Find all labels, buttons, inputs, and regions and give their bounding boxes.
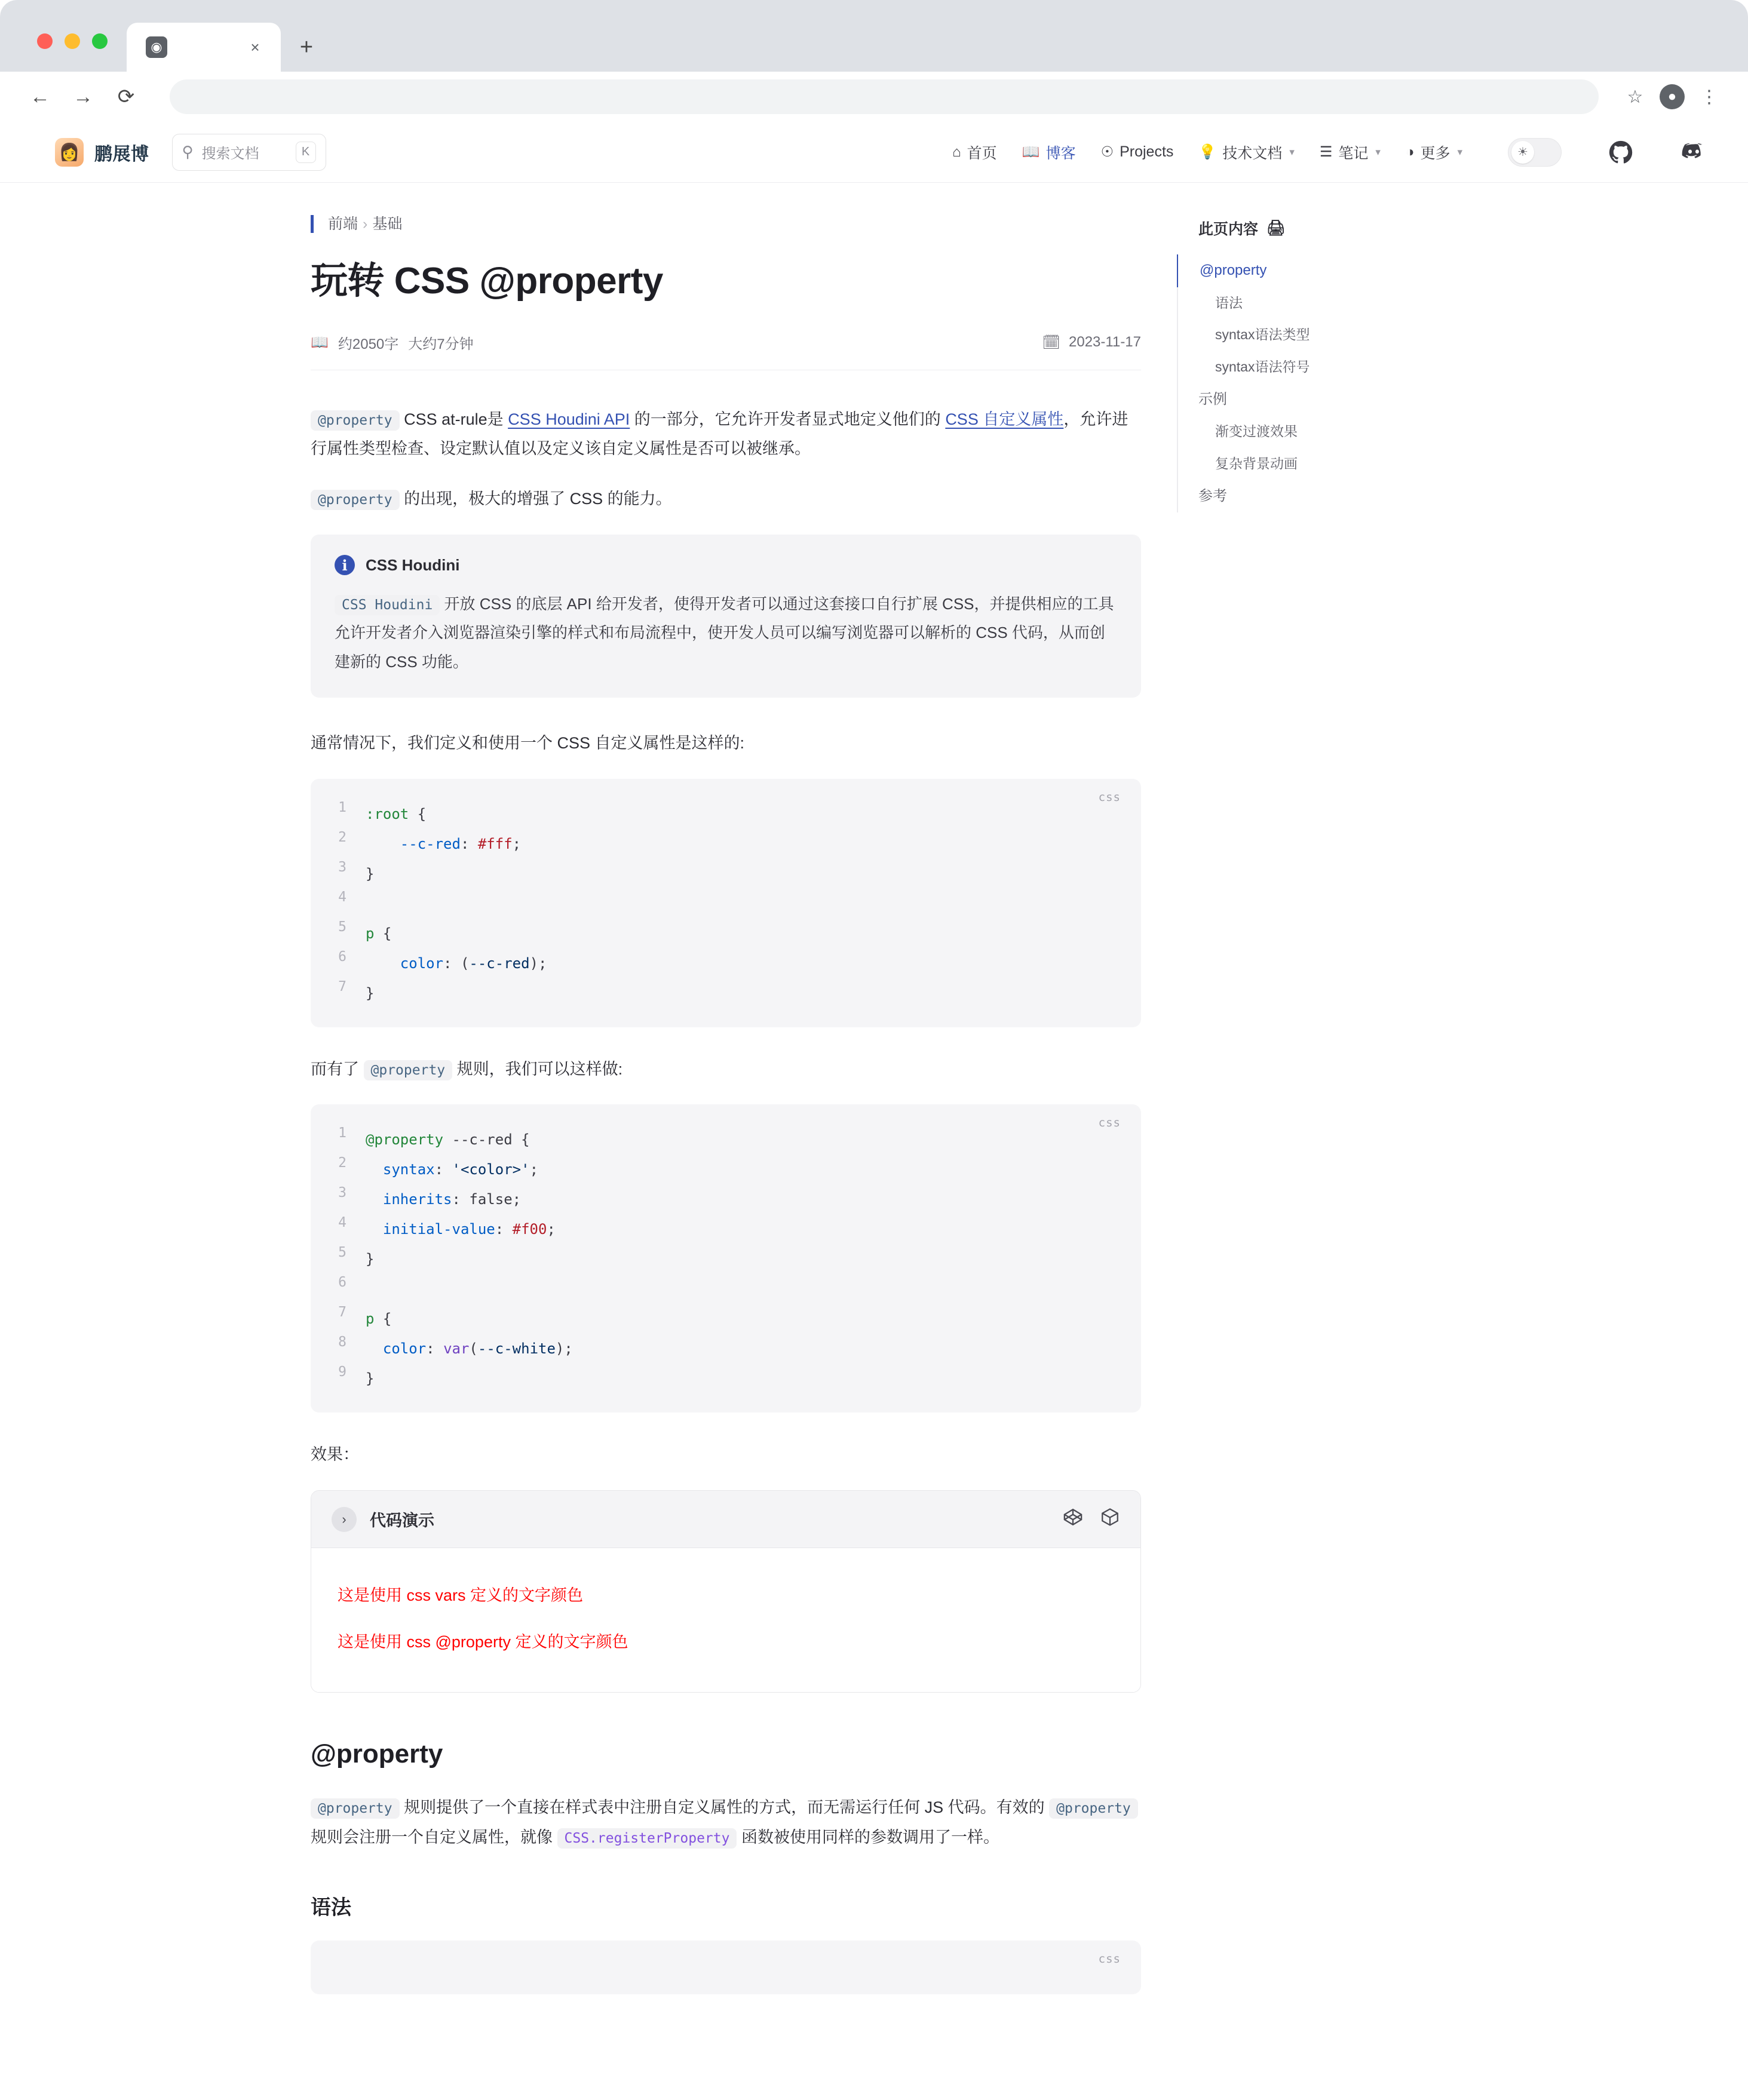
code-block-3-partial: [311, 1941, 1141, 1994]
code-line: [362, 889, 1141, 919]
toc-list: [1177, 254, 1482, 512]
paragraph-2: [311, 484, 1141, 514]
link-css-custom-property[interactable]: CSS 自定义属性: [945, 410, 1064, 428]
tip-body-text: 开放 CSS 的底层 API 给开发者，使得开发者可以通过这套接口自行扩展 CSS，并提供相应的工具允许开发者介入浏览器渲染引擎的样式和布局流程中，使开发人员可以编写浏览器可以解析的 CSS 代码，从而创建新的 CSS 功能。: [335, 595, 1114, 671]
bulb-icon: 💡: [1198, 144, 1217, 160]
code-line: --c-red: #fff;: [400, 835, 522, 852]
paragraph-4-text-2: 规则，我们可以这样做:: [452, 1060, 623, 1078]
calendar-icon: 🗓: [1042, 334, 1061, 351]
codesandbox-icon[interactable]: [1100, 1507, 1120, 1532]
line-number: 8: [338, 1334, 346, 1350]
minimize-window-button[interactable]: [65, 33, 80, 49]
nav-label-home: 首页: [967, 145, 997, 162]
demo-line-property: 这是使用 css @property 定义的文字颜色: [338, 1632, 628, 1651]
brand-avatar-icon: 👩: [55, 138, 84, 167]
line-number: 2: [338, 829, 346, 845]
sun-icon: ☀: [1511, 141, 1534, 164]
book-icon: 📖: [1022, 144, 1040, 160]
code-lang-label: css: [1098, 1116, 1121, 1130]
property-text-2: 规则会注册一个自定义属性，就像: [311, 1828, 557, 1846]
nav-item-projects[interactable]: [1101, 143, 1174, 161]
profile-avatar[interactable]: [1656, 81, 1688, 113]
line-number: 5: [338, 919, 346, 935]
read-time: 大约7分钟: [408, 336, 474, 352]
inline-code-property: @property: [311, 410, 400, 431]
codepen-icon[interactable]: [1063, 1507, 1083, 1532]
wordcount-icon: 📖: [311, 334, 329, 351]
code-line: }: [366, 1370, 375, 1387]
toc-item-complex-background[interactable]: 复杂背景动画: [1215, 455, 1298, 471]
article: [311, 215, 1141, 1994]
toc-item-reference[interactable]: 参考: [1198, 487, 1227, 504]
inline-code-houdini: CSS Houdini: [335, 595, 440, 615]
paragraph-4: [311, 1055, 1141, 1085]
demo-line-vars: 这是使用 css vars 定义的文字颜色: [338, 1586, 584, 1605]
inline-code-register-property: CSS.registerProperty: [557, 1828, 737, 1849]
browser-tab-strip: [0, 0, 1748, 72]
search-input[interactable]: [172, 134, 326, 171]
paragraph-3: 通常情况下，我们定义和使用一个 CSS 自定义属性是这样的:: [311, 733, 745, 752]
nav-item-blog[interactable]: [1022, 142, 1076, 163]
line-number: 9: [338, 1364, 346, 1380]
inline-code-property: @property: [311, 1798, 400, 1819]
article-meta: [311, 332, 1141, 370]
maximize-window-button[interactable]: [92, 33, 108, 49]
address-bar[interactable]: [170, 79, 1599, 114]
github-icon[interactable]: [1607, 139, 1634, 166]
property-text-3: 函数被使用同样的参数调用了一样。: [737, 1828, 999, 1846]
page-title: 玩转 CSS @property: [311, 260, 663, 302]
window-controls[interactable]: [37, 33, 108, 49]
discord-icon[interactable]: [1680, 139, 1707, 166]
paragraph-4-text-1: 而有了: [311, 1060, 364, 1078]
chevron-down-icon: ▾: [1457, 146, 1462, 158]
code-line: @property --c-red {: [366, 1131, 530, 1149]
inline-code-property: @property: [364, 1060, 453, 1080]
chevron-down-icon: ▾: [1289, 146, 1295, 158]
toc-item-gradient-transition[interactable]: 渐变过渡效果: [1215, 423, 1298, 440]
intro-text-2: 的一部分，它允许开发者显式地定义他们的: [630, 410, 946, 428]
nav-item-notes[interactable]: [1320, 142, 1381, 163]
main-content: [0, 215, 1147, 2022]
breadcrumb-child[interactable]: 基础: [372, 216, 403, 232]
projects-icon: ☉: [1100, 144, 1114, 160]
code-line: inherits: false;: [382, 1191, 522, 1208]
section-heading-property: @property: [311, 1739, 443, 1769]
code-line: }: [366, 865, 375, 882]
browser-toolbar: [0, 72, 1748, 122]
line-number: 1: [338, 1125, 346, 1141]
back-icon[interactable]: ←: [30, 85, 50, 108]
breadcrumb: [311, 215, 1141, 233]
inline-code-property: @property: [1049, 1798, 1138, 1819]
toc-title-row: [1177, 217, 1482, 239]
more-icon: ◑: [1405, 143, 1415, 160]
browser-menu-icon[interactable]: ⋮: [1700, 87, 1718, 107]
page-body: [0, 183, 1748, 2022]
main-nav: [952, 138, 1719, 167]
nav-label-blog: 博客: [1045, 145, 1076, 162]
code-block-1: [311, 779, 1141, 1027]
print-icon[interactable]: 🖨: [1266, 219, 1286, 237]
tab-favicon-icon: ◉: [146, 36, 167, 58]
code-demo-panel: [311, 1490, 1141, 1693]
search-icon: ⚲: [182, 143, 194, 161]
code-line: }: [366, 984, 375, 1002]
brand-name: 鹏展博: [94, 144, 149, 164]
nav-label-projects: Projects: [1120, 143, 1174, 160]
code-lang-label: css: [1098, 1952, 1121, 1966]
new-tab-button[interactable]: +: [299, 35, 314, 60]
forward-icon[interactable]: →: [73, 85, 93, 108]
search-placeholder: 搜索文档: [201, 146, 259, 162]
paragraph-2-text: 的出现，极大的增强了 CSS 的能力。: [399, 490, 672, 508]
theme-toggle[interactable]: [1508, 138, 1562, 167]
code-lang-label: css: [1098, 790, 1121, 804]
avatar: ●: [1660, 84, 1685, 109]
reload-icon[interactable]: ⟳: [117, 85, 135, 108]
brand-logo[interactable]: [55, 138, 149, 167]
search-shortcut-key: K: [296, 142, 316, 163]
toc-item-syntax-symbols[interactable]: syntax语法符号: [1215, 358, 1310, 374]
nav-label-techdocs: 技术文档: [1222, 145, 1283, 162]
close-tab-icon[interactable]: ×: [250, 38, 260, 56]
inline-code-property: @property: [311, 490, 400, 510]
code-line: color: var(--c-white);: [382, 1340, 573, 1358]
close-window-button[interactable]: [37, 33, 53, 49]
page-bottom-spacer: [0, 2022, 1748, 2046]
code-line: p {: [366, 925, 392, 942]
code-line: color: (--c-red);: [400, 954, 547, 972]
line-number: 7: [338, 978, 346, 994]
code-block-2: [311, 1104, 1141, 1413]
intro-text-3: ，允许进行属性类型检查、设定默认值以及定义该自定义属性是否可以被继承。: [311, 410, 1128, 458]
site-header: [0, 122, 1748, 183]
line-number: 6: [338, 948, 346, 965]
code-line: [362, 1274, 1141, 1304]
nav-item-techdocs[interactable]: [1198, 142, 1294, 163]
tip-callout: [311, 535, 1141, 697]
line-number: 6: [338, 1275, 346, 1291]
nav-item-home[interactable]: [952, 142, 997, 163]
line-number: 3: [338, 1185, 346, 1201]
paragraph-intro: [311, 405, 1141, 465]
line-number: 2: [338, 1155, 346, 1171]
demo-title: 代码演示: [370, 1512, 434, 1530]
nav-item-more[interactable]: [1406, 142, 1462, 163]
toc-item-syntax-types[interactable]: syntax语法类型: [1215, 327, 1310, 343]
toc-title: 此页内容: [1198, 221, 1259, 238]
code-line: syntax: '<color>';: [382, 1161, 539, 1178]
link-css-houdini-api[interactable]: CSS Houdini API: [508, 410, 630, 428]
word-count: 约2050字: [338, 336, 399, 352]
line-number: 4: [338, 889, 346, 905]
toc-item-property[interactable]: @property: [1177, 254, 1482, 287]
info-icon: i: [335, 555, 355, 575]
paragraph-5: 效果：: [311, 1445, 359, 1464]
code-line: initial-value: #f00;: [382, 1221, 556, 1238]
tip-body: [335, 590, 1117, 676]
demo-body: [311, 1548, 1140, 1692]
home-icon: ⌂: [952, 143, 961, 160]
bookmark-star-icon[interactable]: ☆: [1627, 87, 1643, 107]
property-text-1: 规则提供了一个直接在样式表中注册自定义属性的方式，而无需运行任何 JS 代码。有效的: [399, 1798, 1050, 1816]
nav-label-more: 更多: [1420, 145, 1450, 162]
code-line: :root {: [366, 805, 427, 822]
browser-tab[interactable]: [127, 23, 281, 72]
toc-item-syntax[interactable]: 语法: [1215, 294, 1243, 311]
breadcrumb-parent[interactable]: 前端: [328, 216, 358, 232]
breadcrumb-separator: ›: [363, 216, 368, 232]
code-line: p {: [366, 1310, 392, 1328]
list-icon: ☰: [1319, 144, 1333, 160]
line-number: 1: [338, 799, 346, 815]
line-number: 4: [338, 1215, 346, 1231]
paragraph-property: [311, 1793, 1141, 1853]
chevron-right-icon[interactable]: ›: [332, 1507, 357, 1532]
section-heading-syntax: 语法: [311, 1896, 351, 1919]
line-number: 3: [338, 859, 346, 875]
code-line: }: [366, 1251, 375, 1268]
table-of-contents: [1147, 215, 1482, 2022]
chevron-down-icon: ▾: [1375, 146, 1381, 158]
intro-text-1: CSS at-rule是: [399, 410, 508, 428]
publish-date: 2023-11-17: [1069, 334, 1141, 350]
line-number: 7: [338, 1304, 346, 1321]
toc-item-examples[interactable]: 示例: [1198, 391, 1227, 407]
line-number: 5: [338, 1245, 346, 1261]
tip-title: CSS Houdini: [366, 555, 460, 574]
nav-label-notes: 笔记: [1338, 145, 1369, 162]
demo-header[interactable]: [311, 1491, 1140, 1548]
